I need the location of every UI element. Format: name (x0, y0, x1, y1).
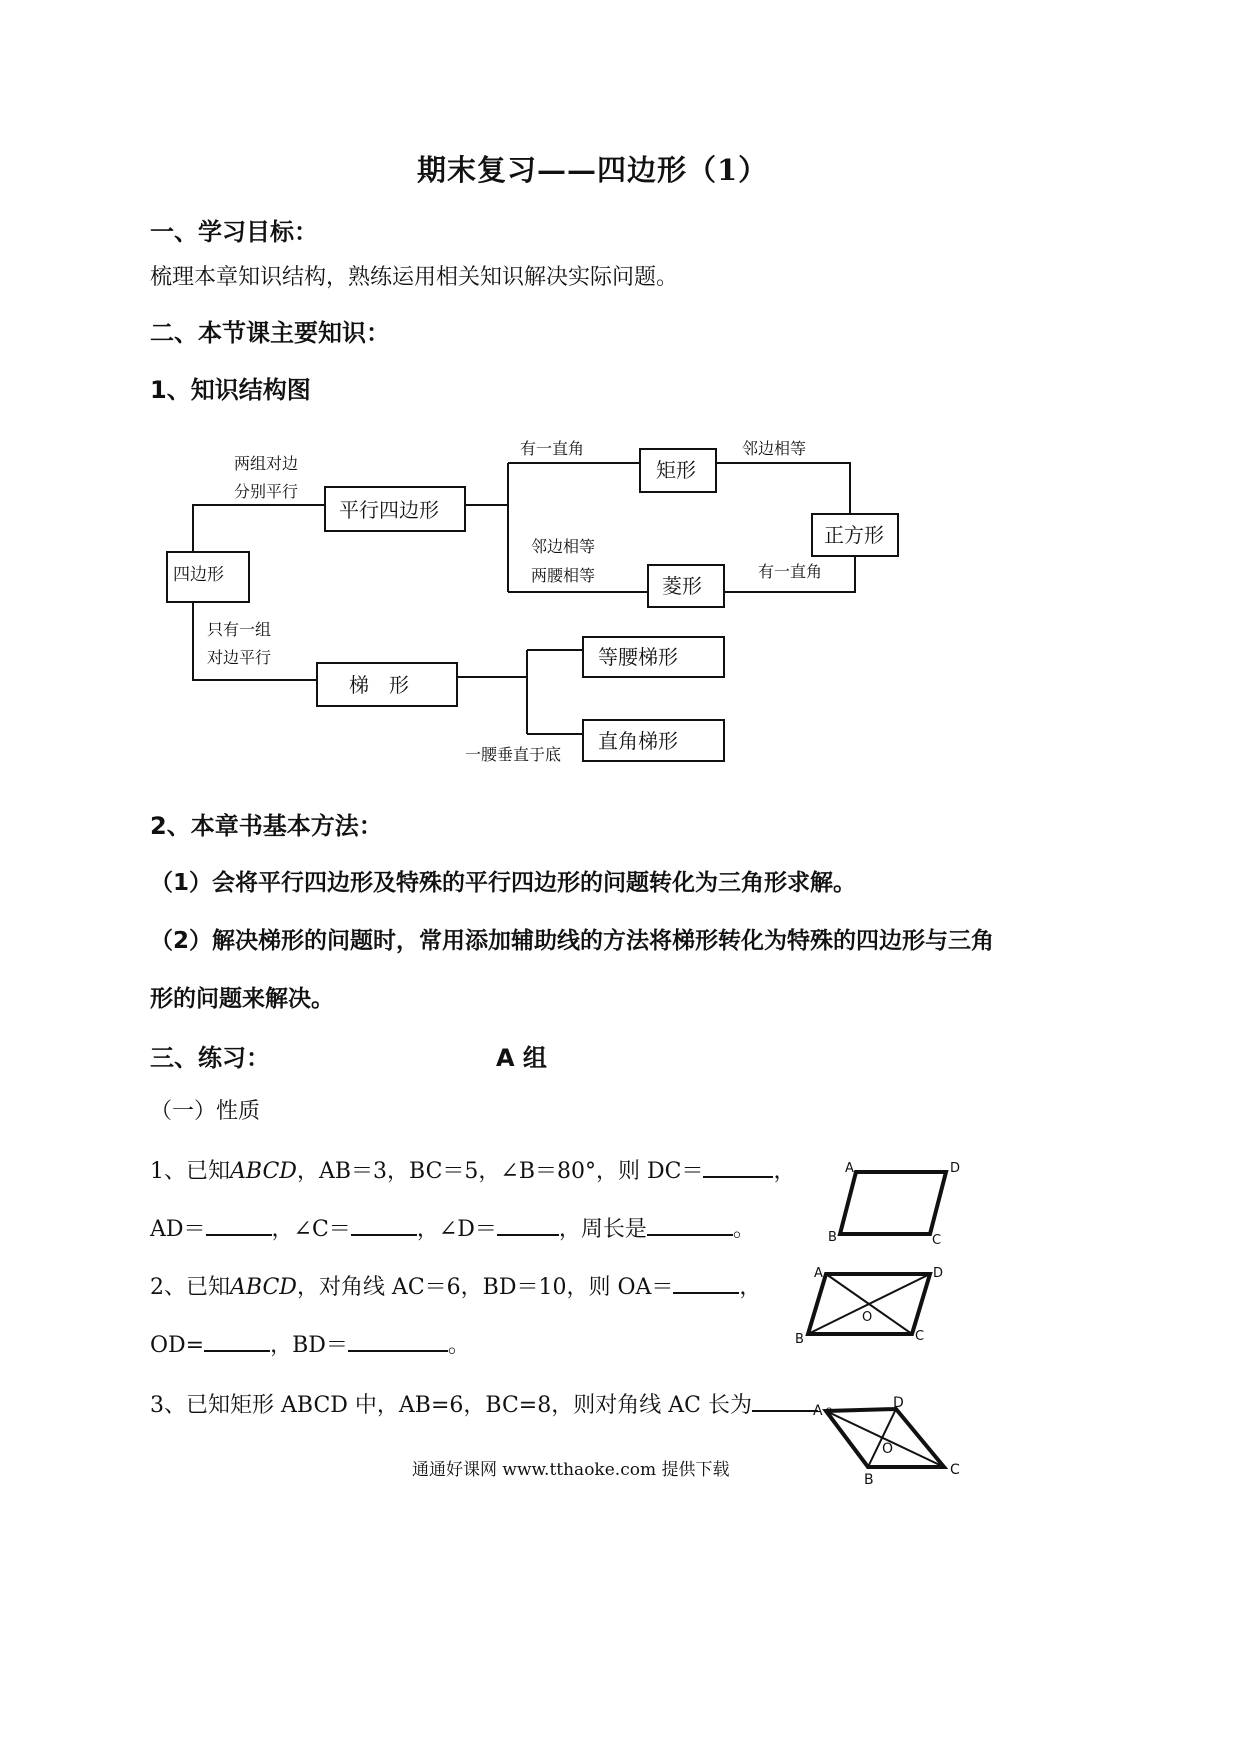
label-two-pairs-line1: 两组对边 (234, 454, 299, 473)
figure-parallelogram-1 (828, 1161, 960, 1248)
fig1-label-c: C (932, 1233, 942, 1248)
box-quadrilateral-label: 四边形 (173, 565, 224, 585)
box-parallelogram-label: 平行四边形 (339, 498, 439, 522)
section-main-knowledge-heading: 二、本节课主要知识： (150, 319, 390, 347)
method-2-line1: （2）解决梯形的问题时，常用添加辅助线的方法将梯形转化为特殊的四边形与三角 (150, 928, 995, 954)
method-1: （1）会将平行四边形及特殊的平行四边形的问题转化为三角形求解。 (150, 870, 857, 896)
box-trapezoid-label: 梯 形 (349, 673, 409, 697)
properties-subheading: （一）性质 (150, 1099, 261, 1124)
fig2-label-a: A (814, 1266, 823, 1281)
label-two-legs-equal: 两腰相等 (531, 566, 596, 585)
box-right-trapezoid-label: 直角梯形 (598, 729, 678, 753)
question-1-line1: 1、已知ABCD，AB＝3，BC＝5，∠B＝80°，则 DC＝ ， (150, 1154, 795, 1185)
learning-goals-text: 梳理本章知识结构，熟练运用相关知识解决实际问题。 (150, 265, 679, 290)
parallelogram-symbol-abcd: ABCD (230, 1159, 297, 1184)
figure-rhombus-3 (813, 1395, 960, 1488)
label-only-one-pair-line1: 只有一组 (207, 620, 272, 639)
label-leg-perpendicular: 一腰垂直于底 (465, 745, 562, 764)
question-1-line2: AD＝ ，∠C＝ ，∠D＝ ，周长是 。 (150, 1212, 755, 1243)
fig1-label-d: D (950, 1161, 961, 1176)
fig2-label-b: B (795, 1332, 804, 1347)
question-3: 3、已知矩形 ABCD 中，AB=6，BC=8，则对角线 AC 长为 。 (150, 1388, 847, 1419)
label-adjacent-equal-left: 邻边相等 (531, 537, 596, 556)
group-a-label: A 组 (496, 1044, 547, 1072)
label-only-one-pair-line2: 对边平行 (207, 648, 272, 667)
fig3-label-a: A (813, 1403, 823, 1419)
section-exercise-heading: 三、练习： (150, 1044, 270, 1072)
method-2-line2: 形的问题来解决。 (150, 986, 334, 1012)
basic-methods-heading: 2、本章书基本方法： (150, 812, 383, 840)
page-title: 期末复习——四边形（1） (417, 153, 769, 187)
label-one-right-angle-top: 有一直角 (520, 439, 585, 458)
question-2-line2: OD= ，BD＝ 。 (150, 1328, 470, 1359)
parallelogram-symbol-abcd-2: ABCD (230, 1275, 297, 1300)
fig1-label-a: A (845, 1161, 854, 1176)
box-square-label: 正方形 (824, 523, 884, 547)
fig1-label-b: B (828, 1230, 837, 1245)
question-2-line1: 2、已知ABCD，对角线 AC＝6，BD＝10，则 OA＝ ， (150, 1270, 761, 1301)
box-rhombus-label: 菱形 (662, 574, 702, 598)
fig3-label-b: B (864, 1472, 874, 1488)
fig3-label-d: D (893, 1395, 904, 1411)
fig2-label-o: O (862, 1310, 873, 1325)
label-one-right-angle-bottom: 有一直角 (758, 562, 823, 581)
label-two-pairs-line2: 分别平行 (234, 482, 299, 501)
fig2-label-d: D (933, 1266, 944, 1281)
figure-parallelogram-2 (795, 1266, 943, 1347)
box-isosceles-trapezoid-label: 等腰梯形 (598, 645, 678, 669)
knowledge-structure-heading: 1、知识结构图 (150, 376, 311, 404)
section-learning-goals-heading: 一、学习目标： (150, 218, 318, 246)
fig3-label-c: C (950, 1462, 960, 1478)
label-adjacent-equal-top: 邻边相等 (742, 439, 807, 458)
fig2-label-c: C (915, 1329, 925, 1344)
box-rectangle-label: 矩形 (656, 458, 696, 482)
fig3-label-o: O (882, 1441, 894, 1457)
page-footer: 通通好课网 www.tthaoke.com 提供下载 (412, 1460, 730, 1480)
